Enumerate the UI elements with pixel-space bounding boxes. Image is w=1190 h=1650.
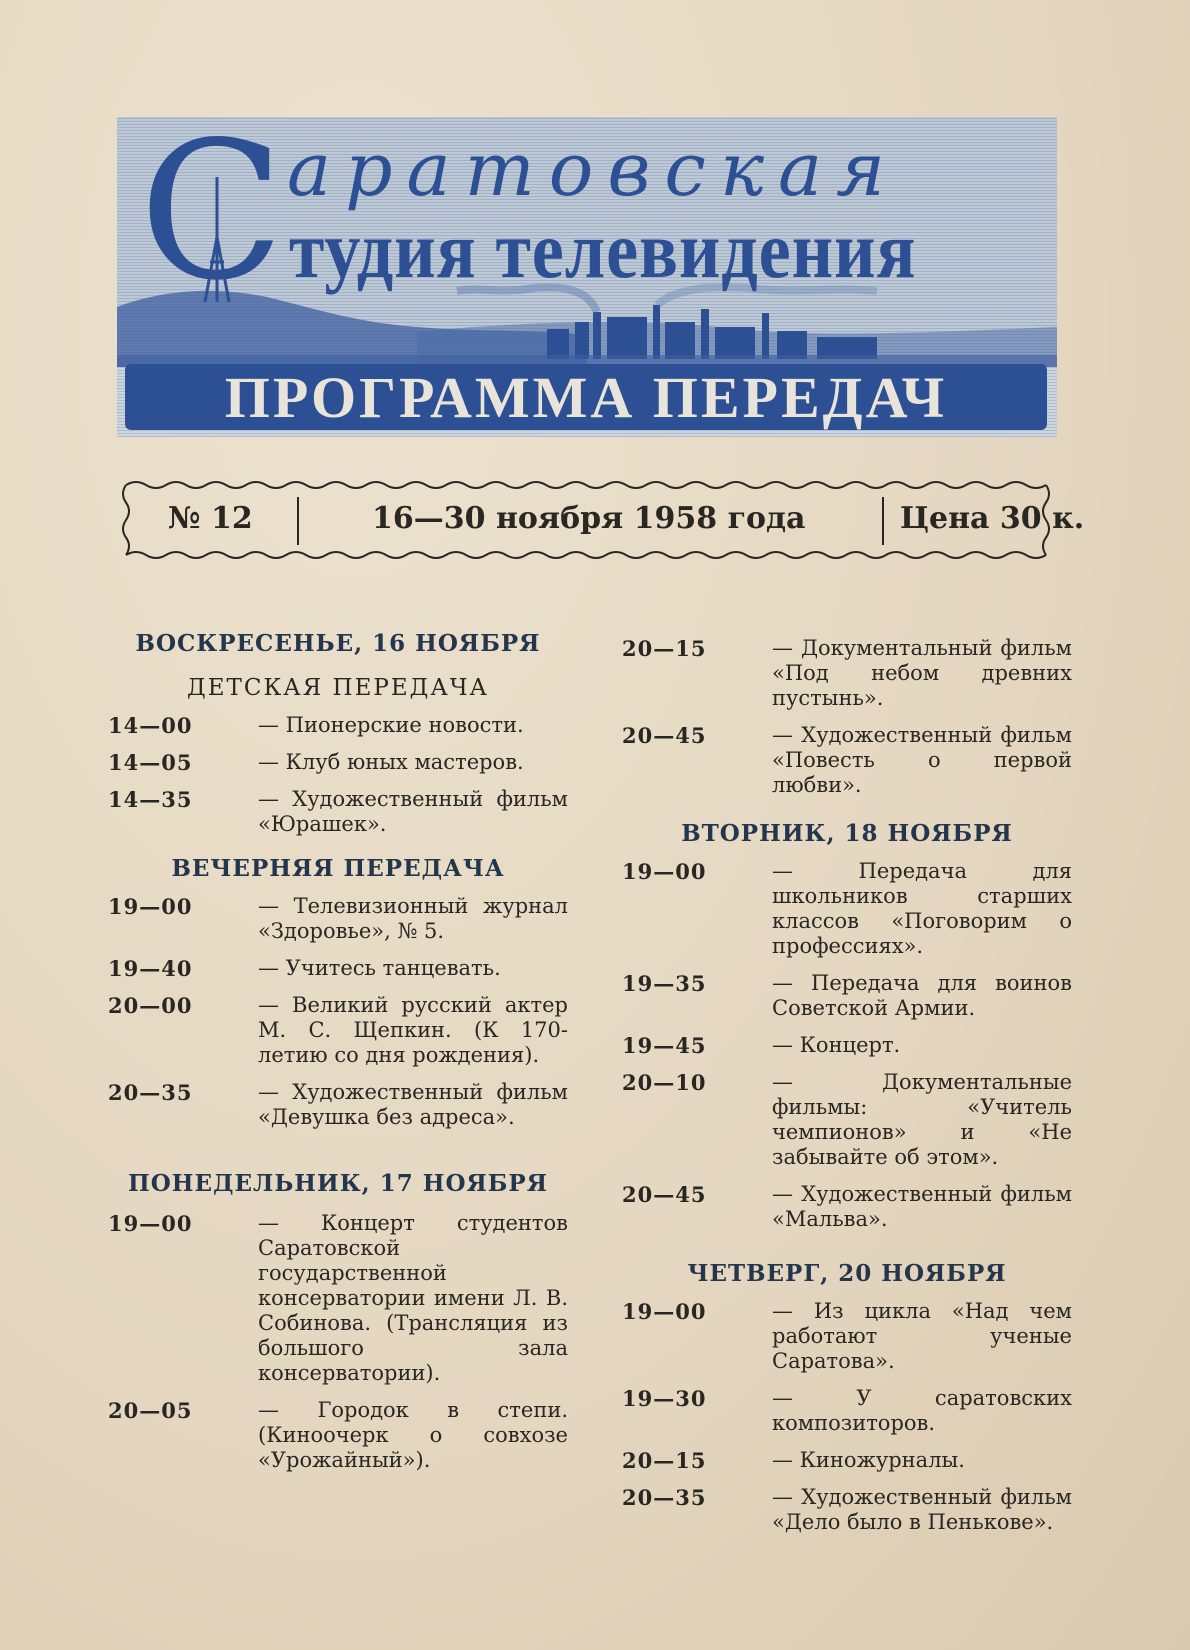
- program-title: — Из цикла «Над чем работают ученые Саратова».: [772, 1299, 1072, 1373]
- title-line-2: тудия телевидения: [289, 204, 917, 295]
- section-heading-evening: ВЕЧЕРНЯЯ ПЕРЕДАЧА: [171, 855, 505, 882]
- program-time: 19—30: [622, 1386, 707, 1411]
- issue-number: № 12: [168, 501, 253, 536]
- program-time: 19—00: [622, 1299, 707, 1324]
- program-time: 20—45: [622, 1182, 707, 1207]
- program-time: 19—00: [108, 894, 193, 919]
- program-time: 19—35: [622, 971, 707, 996]
- section-heading-kids: ДЕТСКАЯ ПЕРЕДАЧА: [187, 675, 489, 701]
- program-title: — Художественный фильм «Девушка без адреса».: [258, 1080, 568, 1129]
- right-column: [622, 636, 1072, 1535]
- list-item: [622, 1299, 1072, 1374]
- list-item: [622, 636, 1072, 711]
- day-heading-tuesday: ВТОРНИК, 18 НОЯБРЯ: [681, 820, 1013, 847]
- list-item: [108, 713, 568, 738]
- program-time: 14—05: [108, 750, 193, 775]
- list-item: [622, 1485, 1072, 1535]
- list-item: [108, 1211, 568, 1386]
- list-item: [622, 859, 1072, 959]
- list-item: [622, 1033, 1072, 1058]
- program-time: 19—00: [622, 859, 707, 884]
- program-title: — Документальные фильмы: «Учитель чемпионов» и «Не забывайте об этом».: [772, 1070, 1072, 1169]
- program-title: — Великий русский актер М. С. Щепкин. (К 170-летию со дня рождения).: [258, 993, 568, 1067]
- banner-text: ПРОГРАММА ПЕРЕДАЧ: [224, 364, 948, 430]
- list-item: [622, 723, 1072, 798]
- program-time: 20—00: [108, 993, 193, 1018]
- program-title: — Художественный фильм «Мальва».: [772, 1182, 1072, 1231]
- program-time: 19—00: [108, 1211, 193, 1236]
- list-item: [108, 787, 568, 837]
- program-title: — Художественный фильм «Юрашек».: [258, 787, 568, 836]
- program-title: — У саратовских композиторов.: [772, 1386, 1072, 1435]
- list-item: [622, 1386, 1072, 1436]
- program-title: — Городок в степи. (Киноочерк о совхозе «Урожайный»).: [258, 1398, 568, 1472]
- program-title: — Киножурналы.: [772, 1448, 965, 1472]
- program-time: 20—15: [622, 636, 707, 661]
- list-item: [622, 1182, 1072, 1232]
- program-time: 20—35: [622, 1485, 707, 1510]
- program-title: — Передача для воинов Советской Армии.: [772, 971, 1072, 1020]
- program-time: 20—15: [622, 1448, 707, 1473]
- day-heading-thursday: ЧЕТВЕРГ, 20 НОЯБРЯ: [687, 1260, 1007, 1287]
- program-title: — Учитесь танцевать.: [258, 956, 501, 980]
- program-title: — Концерт.: [772, 1033, 901, 1057]
- program-time: 19—45: [622, 1033, 707, 1058]
- masthead: [117, 117, 1057, 437]
- program-time: 20—05: [108, 1398, 193, 1423]
- program-time: 20—10: [622, 1070, 707, 1095]
- issue-info-bar: [118, 475, 1085, 565]
- list-item: [108, 1080, 568, 1130]
- list-item: [108, 956, 568, 981]
- program-title: — Художественный фильм «Дело было в Пенькове».: [772, 1485, 1072, 1534]
- list-item: [108, 993, 568, 1068]
- title-initial-letter: С: [139, 117, 285, 322]
- day-heading-sunday: ВОСКРЕСЕНЬЕ, 16 НОЯБРЯ: [135, 630, 541, 657]
- list-item: [108, 894, 568, 944]
- issue-price: Цена 30 к.: [900, 501, 1085, 536]
- program-time: 20—35: [108, 1080, 193, 1105]
- day-heading-monday: ПОНЕДЕЛЬНИК, 17 НОЯБРЯ: [127, 1170, 548, 1197]
- program-title: — Концерт студентов Саратовской государственной консерватории имени Л. В. Собинова. (Трансляция из большого зала консерватории).: [258, 1211, 568, 1385]
- list-item: [108, 750, 568, 775]
- issue-dates: 16—30 ноября 1958 года: [372, 501, 806, 536]
- program-banner: [125, 364, 1047, 430]
- program-title: — Клуб юных мастеров.: [258, 750, 524, 774]
- list-item: [622, 1448, 1072, 1473]
- list-item: [622, 1070, 1072, 1170]
- program-title: — Телевизионный журнал «Здоровье», № 5.: [258, 894, 568, 943]
- program-time: 20—45: [622, 723, 707, 748]
- program-title: — Художественный фильм «Повесть о первой любви».: [772, 723, 1072, 797]
- list-item: [622, 971, 1072, 1021]
- program-title: — Документальный фильм «Под небом древних пустынь».: [772, 636, 1072, 710]
- program-title: — Передача для школьников старших классов «Поговорим о профессиях».: [772, 859, 1072, 958]
- program-time: 19—40: [108, 956, 193, 981]
- list-item: [108, 1398, 568, 1473]
- program-time: 14—35: [108, 787, 193, 812]
- program-time: 14—00: [108, 713, 193, 738]
- program-title: — Пионерские новости.: [258, 713, 524, 737]
- title-line-1: аратовская: [287, 127, 900, 213]
- left-column: [108, 630, 568, 1473]
